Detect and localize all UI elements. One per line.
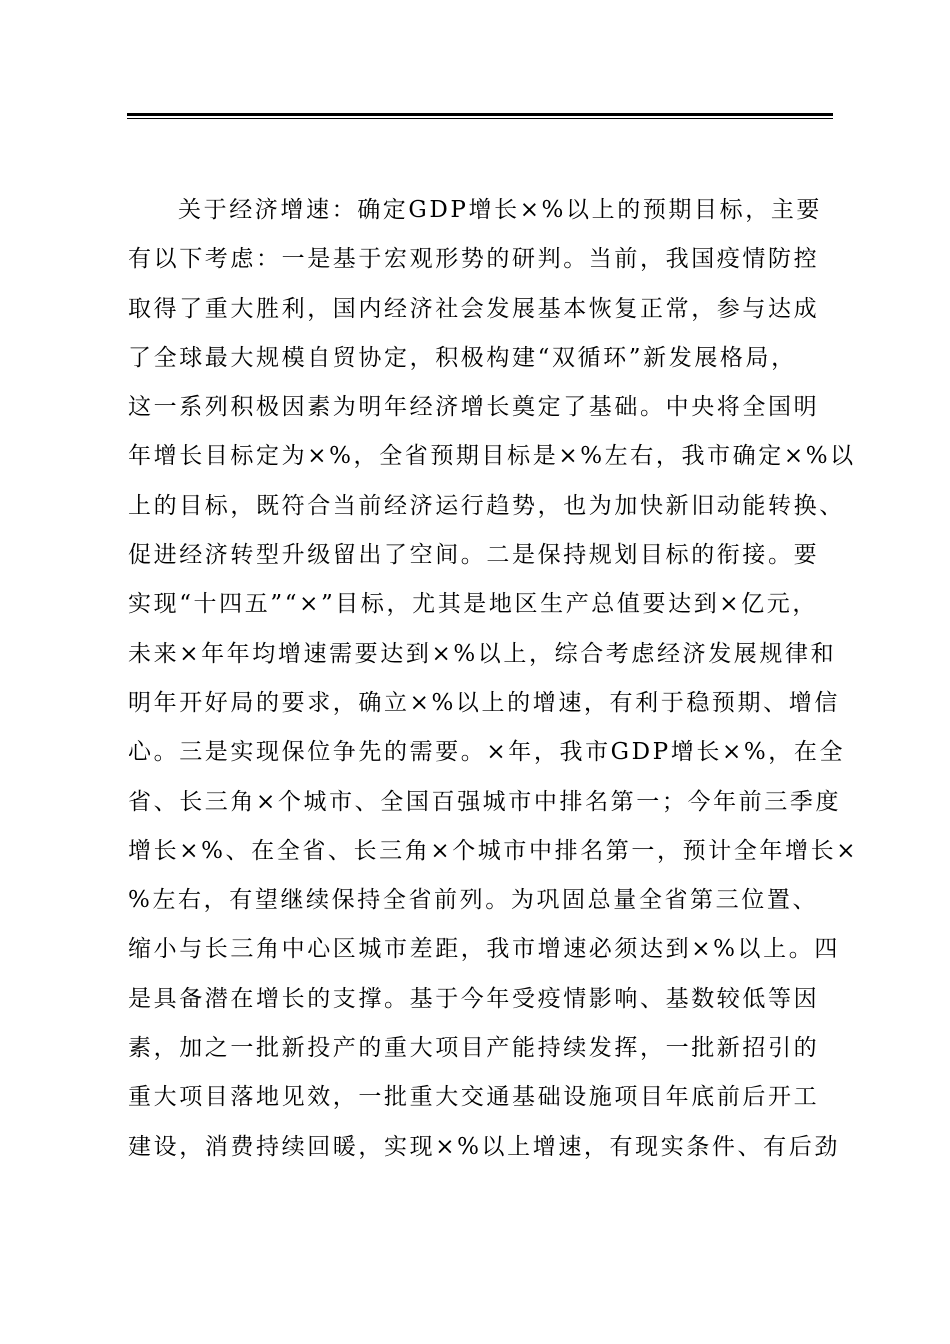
paragraph-line: 缩小与长三角中心区城市差距，我市增速必须达到×%以上。四 — [128, 936, 840, 963]
header-double-rule — [127, 113, 833, 120]
body-paragraph — [128, 186, 859, 1172]
paragraph-line: 明年开好局的要求，确立×%以上的增速，有利于稳预期、增信 — [128, 689, 840, 716]
paragraph-line: 未来×年年均增速需要达到×%以上，综合考虑经济发展规律和 — [128, 640, 837, 667]
header-rule-thick-line — [127, 113, 833, 116]
paragraph-line: 省、长三角×个城市、全国百强城市中排名第一；今年前三季度 — [128, 788, 842, 815]
paragraph-line: 这一系列积极因素为明年经济增长奠定了基础。中央将全国明 — [128, 394, 820, 421]
paragraph-line: 关于经济增速：确定GDP增长×%以上的预期目标，主要 — [178, 197, 823, 223]
paragraph-line: 重大项目落地见效，一批重大交通基础设施项目年底前后开工 — [128, 1084, 820, 1111]
paragraph-line: 年增长目标定为×%，全省预期目标是×%左右，我市确定×%以 — [128, 443, 856, 470]
paragraph-line: 取得了重大胜利，国内经济社会发展基本恢复正常，参与达成 — [128, 295, 820, 322]
paragraph-line: 实现“十四五”“×”目标，尤其是地区生产总值要达到×亿元， — [128, 591, 818, 618]
paragraph-line: 了全球最大规模自贸协定，积极构建“双循环”新发展格局， — [128, 344, 797, 371]
paragraph-line: 促进经济转型升级留出了空间。二是保持规划目标的衔接。要 — [128, 542, 820, 569]
paragraph-line: 建设，消费持续回暖，实现×%以上增速，有现实条件、有后劲 — [128, 1133, 840, 1160]
paragraph-line: 有以下考虑：一是基于宏观形势的研判。当前，我国疫情防控 — [128, 246, 820, 273]
header-rule-thin-line — [127, 118, 833, 119]
paragraph-line: 素，加之一批新投产的重大项目产能持续发挥，一批新招引的 — [128, 1035, 820, 1062]
paragraph-line: 是具备潜在增长的支撑。基于今年受疫情影响、基数较低等因 — [128, 985, 820, 1012]
paragraph-line: 增长×%、在全省、长三角×个城市中排名第一，预计全年增长× — [128, 837, 859, 864]
paragraph-line: 上的目标，既符合当前经济运行趋势，也为加快新旧动能转换、 — [128, 492, 845, 519]
paragraph-line: 心。三是实现保位争先的需要。×年，我市GDP增长×%，在全 — [128, 739, 846, 766]
paragraph-line: %左右，有望继续保持全省前列。为巩固总量全省第三位置、 — [128, 887, 819, 914]
